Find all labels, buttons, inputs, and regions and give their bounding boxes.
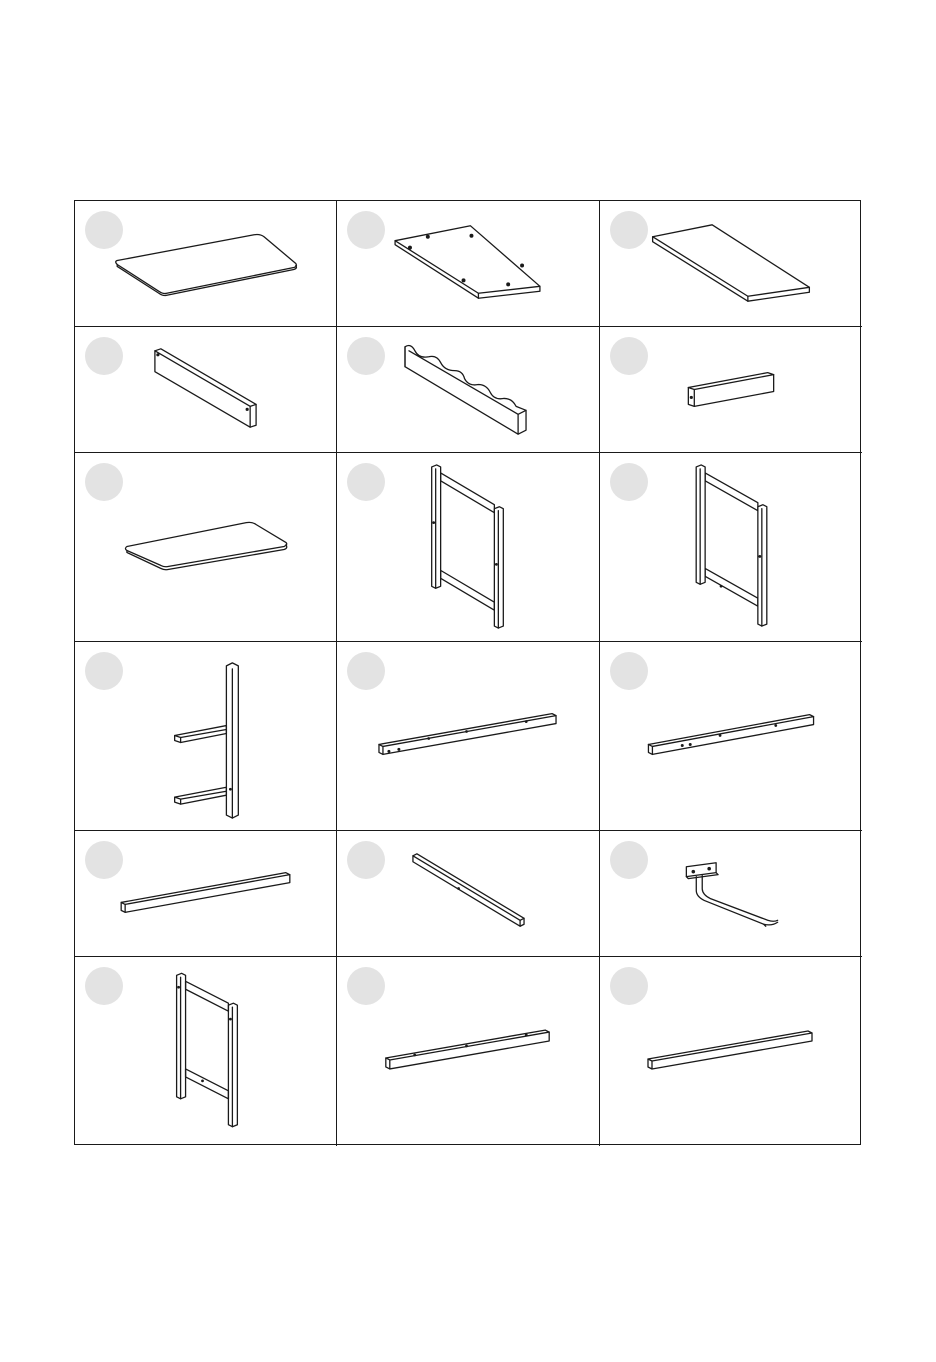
- long-thin-bar-icon: [600, 957, 862, 1146]
- long-drilled-beam-icon: [337, 642, 599, 830]
- wire-hook-icon: [600, 831, 862, 956]
- part-cell: [75, 642, 337, 831]
- part-cell: [75, 201, 337, 327]
- long-beam-icon: [337, 957, 599, 1146]
- narrow-frame-icon: [75, 957, 336, 1146]
- rounded-tabletop-icon: [75, 201, 336, 326]
- drilled-rail-icon: [75, 327, 336, 452]
- part-cell: [337, 453, 600, 642]
- part-cell: [337, 831, 600, 957]
- small-rounded-board-icon: [75, 453, 336, 641]
- wavy-rack-rail-icon: [337, 327, 599, 452]
- drilled-panel-icon: [337, 201, 599, 326]
- parts-grid: [74, 200, 861, 1145]
- part-cell: [337, 642, 600, 831]
- part-cell: [600, 201, 862, 327]
- part-cell: [75, 831, 337, 957]
- part-cell: [600, 642, 862, 831]
- long-bar-icon: [75, 831, 336, 956]
- part-cell: [337, 327, 600, 453]
- part-cell: [337, 201, 600, 327]
- part-cell: [600, 831, 862, 957]
- part-cell: [75, 453, 337, 642]
- short-block-icon: [600, 327, 862, 452]
- shelf-board-icon: [600, 201, 862, 326]
- side-frame-right-icon: [600, 453, 862, 641]
- part-cell: [75, 957, 337, 1146]
- diagonal-bar-icon: [337, 831, 599, 956]
- part-cell: [600, 957, 862, 1146]
- part-cell: [600, 453, 862, 642]
- long-drilled-beam-2-icon: [600, 642, 862, 830]
- part-cell: [75, 327, 337, 453]
- part-cell: [600, 327, 862, 453]
- part-cell: [337, 957, 600, 1146]
- side-frame-left-icon: [337, 453, 599, 641]
- leg-with-brackets-icon: [75, 642, 336, 830]
